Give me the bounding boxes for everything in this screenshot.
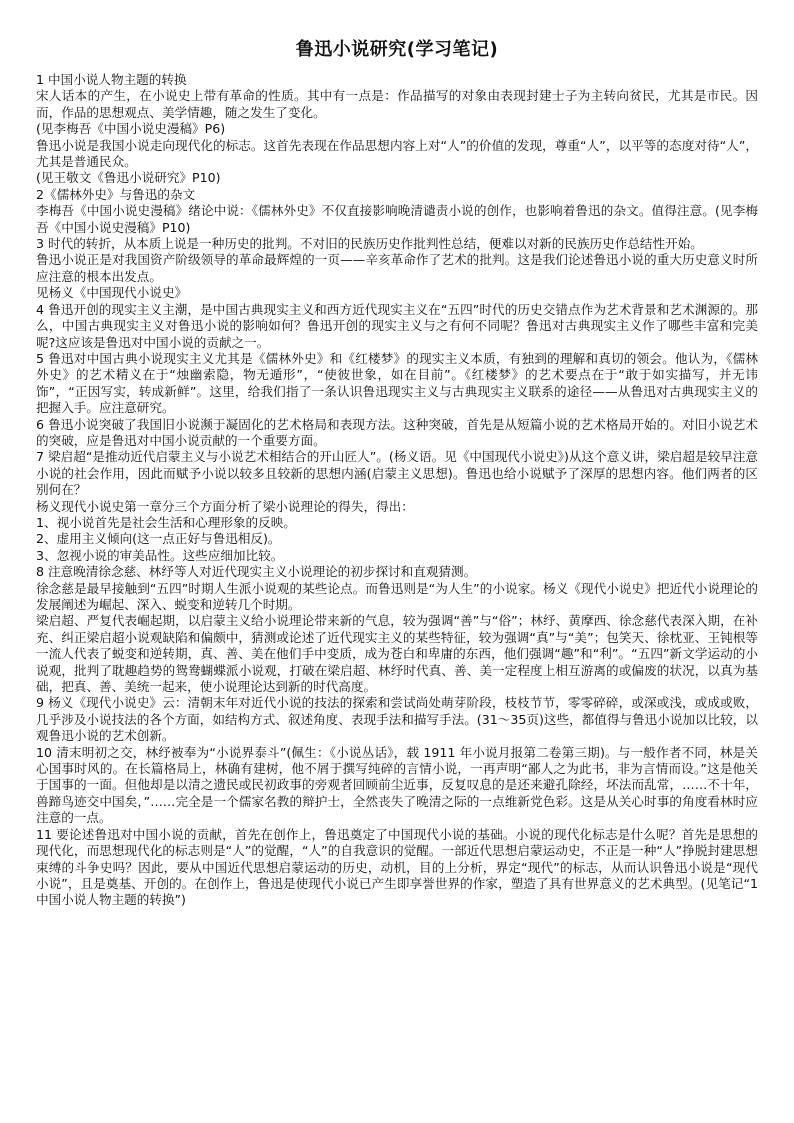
note-11: 11 要论述鲁迅对中国小说的贡献，首先在创作上，鲁迅奠定了中国现代小说的基础。小说的现代化标志是什么呢？首先是思想的现代化，而思想现代化的标志则是“人”的觉醒，“人”的自我意识的觉醒。一部近代思想启蒙运动史，不正是一种“人”挣脱封建思想束缚的斗争史吗？因此，要从中国近代思想启蒙运动的历史，动机，目的上分析，界定“现代”的标志，从而认识鲁迅小说是“现代小说”，且是奠基、开创的。在创作上，鲁迅是使现代小说已产生即享誉世界的作家，塑造了具有世界意义的艺术典型。(见笔记“1 中国小说人物主题的转换”)	[36, 826, 758, 908]
document-title: 鲁迅小说研究(学习笔记)	[295, 39, 499, 60]
citation: (见李梅吾《中国小说史漫稿》P6)	[36, 121, 226, 137]
paragraph: 梁启超、严复代表崛起期，以启蒙主义给小说理论带来新的气息，较为强调“善”与“俗”；林纾、黄摩西、徐念慈代表深入期，在补充、纠正梁启超小说观缺陷和偏颇中，猜测或论述了近代现实主义的某些特征，较为强调“真”与“美”；包笑天、徐枕亚、王钝根等一流人代表了蜕变和逆转期，真、善、美在他们手中变质，成为苍白和卑庸的东西，他们强调“趣”和“利”。“五四”新文学运动的小说观，批判了耽趣趋势的鸳鸯蝴蝶派小说观，打破在梁启超、林纾时代真、善、美一定程度上相互游离的或偏废的状况，以真为基础，把真、善、美统一起来，使小说理论达到新的时代高度。	[36, 613, 758, 695]
paragraph: 徐念慈是最早接触到“五四”时期人生派小说观的某些论点。而鲁迅则是“为人生”的小说家。杨义《现代小说史》把近代小说理论的发展阐述为崛起、深入、蜕变和逆转几个时期。	[36, 580, 758, 612]
document-body	[36, 72, 758, 909]
document-page	[36, 38, 758, 909]
note-7: 7 梁启超“是推动近代启蒙主义与小说艺术相结合的开山匠人”。(杨义语。见《中国现代小说史》)从这个意义讲，梁启超是较早注意小说的社会作用，因此而赋予小说以较多且较新的思想内涵(启蒙主义思想)。鲁迅也给小说赋予了深厚的思想内容。他们两者的区别何在？	[36, 449, 758, 498]
note-5: 5 鲁迅对中国古典小说现实主义尤其是《儒林外史》和《红楼梦》的现实主义本质，有独到的理解和真切的领会。他认为，《儒林外史》的艺术精义在于“烛幽索隐，物无遁形”，“使彼世象，如在目前”。《红楼梦》的艺术要点在于“敢于如实描写，并无讳饰”，“正因写实，转成新鲜”。这里，给我们指了一条认识鲁迅现实主义与古典现实主义联系的途径——从鲁迅对古典现实主义的把握入手。应注意研究。	[36, 350, 758, 416]
heading-2: 2《儒林外史》与鲁迅的杂文	[36, 186, 196, 202]
paragraph: 李梅吾《中国小说史漫稿》绪论中说：《儒林外史》不仅直接影响晚清谴责小说的创作，也影响着鲁迅的杂文。值得注意。(见李梅吾《中国小说史漫稿》P10)	[36, 203, 758, 235]
note-9: 9 杨义《现代小说史》云：清朝末年对近代小说的技法的探索和尝试尚处萌芽阶段，枝枝节节，零零碎碎，或深或浅，或成或败，几乎涉及小说技法的各个方面，如结构方式、叙述角度、表现手法和描写手法。(31～35页)这些，都值得与鲁迅小说加以比较，以观鲁迅小说的艺术创新。	[36, 695, 758, 744]
paragraph: 鲁迅小说正是对我国资产阶级领导的革命最辉煌的一页——辛亥革命作了艺术的批判。这是我们论述鲁迅小说的重大历史意义时所应注意的根本出发点。	[36, 252, 758, 284]
citation: (见王敬文《鲁迅小说研究》P10)	[36, 170, 221, 186]
citation: 见杨义《中国现代小说史》	[36, 285, 188, 301]
heading-1: 1 中国小说人物主题的转换	[36, 72, 187, 87]
note-8: 8 注意晚清徐念慈、林纾等人对近代现实主义小说理论的初步探讨和直观猜测。	[36, 564, 477, 580]
list-item: 1、视小说首先是社会生活和心理形象的反映。	[36, 514, 296, 530]
note-3: 3 时代的转折，从本质上说是一种历史的批判。不对旧的民族历史作批判性总结，便难以对新的民族历史作总结性开始。	[36, 236, 703, 252]
note-6: 6 鲁迅小说突破了我国旧小说濒于凝固化的艺术格局和表现方法。这种突破，首先是从短篇小说的艺术格局开始的。对旧小说艺术的突破，应是鲁迅对中国小说贡献的一个重要方面。	[36, 416, 758, 448]
list-item: 2、虚用主义倾向(这一点正好与鲁迅相反)。	[36, 531, 281, 547]
note-4: 4 鲁迅开创的现实主义主潮，是中国古典现实主义和西方近代现实主义在“五四”时代的历史交错点作为艺术背景和艺术渊源的。那么，中国古典现实主义对鲁迅小说的影响如何？鲁迅开创的现实主义与之有何不同呢？鲁迅对古典现实主义作了哪些丰富和完美呢?这应该是鲁迅对中国小说的贡献之一。	[36, 301, 758, 350]
list-item: 3、忽视小说的审美品性。这些应细加比较。	[36, 547, 284, 563]
paragraph: 宋人话本的产生，在小说史上带有革命的性质。其中有一点是：作品描写的对象由表现封建士子为主转向贫民，尤其是市民。因而，作品的思想观点、美学情趣，随之发生了变化。	[36, 88, 758, 120]
paragraph: 杨义现代小说史第一章分三个方面分析了梁小说理论的得失，得出：	[36, 498, 414, 514]
paragraph: 鲁迅小说是我国小说走向现代化的标志。这首先表现在作品思想内容上对“人”的价值的发现，尊重“人”，以平等的态度对待“人”，尤其是普通民众。	[36, 137, 758, 170]
note-10: 10 清末明初之交，林纾被奉为“小说界泰斗”(佩生：《小说丛话》，载 1911 年小说月报第二卷第三期)。与一般作者不同，林是关心国事时风的。在长篇格局上，林确有建树，他不屑于撰写纯碎的言情小说，一再声明“鄙人之为此书，非为言情而设。”这是他关于国事的一面。但他却是以清之遗民或民初政事的旁观者回顾前尘近事，反复叹息的是还来避孔除经，坏法而乱常，……不十年，兽蹄鸟迹交中国矣，”……完全是一个儒家名教的辩护士，全然丧失了晚清之际的一点维新党色彩。这是从关心时事的角度看林时应注意的一点。	[36, 744, 758, 826]
